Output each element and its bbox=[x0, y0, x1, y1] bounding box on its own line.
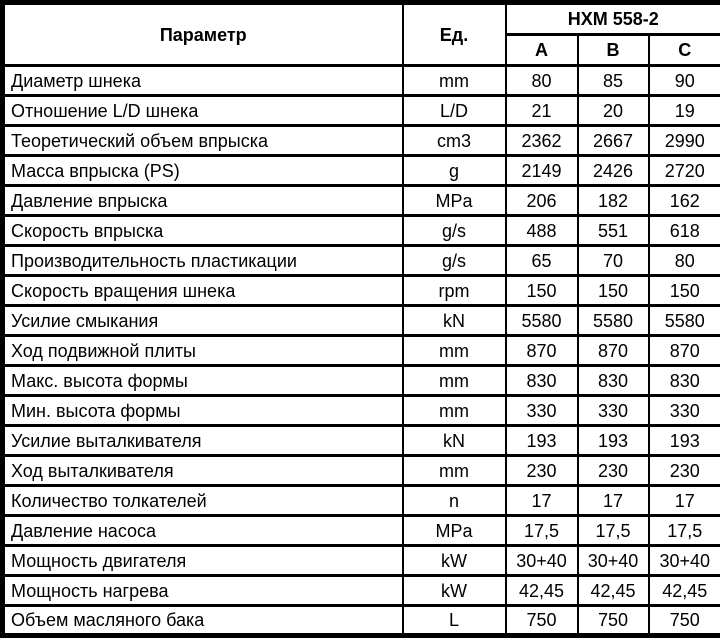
unit-cell: L/D bbox=[403, 96, 506, 126]
unit-cell: mm bbox=[403, 396, 506, 426]
param-cell: Производительность пластикации bbox=[3, 246, 403, 276]
value-a-cell: 830 bbox=[506, 366, 578, 396]
value-b-cell: 193 bbox=[578, 426, 649, 456]
param-cell: Отношение L/D шнека bbox=[3, 96, 403, 126]
param-cell: Давление впрыска bbox=[3, 186, 403, 216]
value-c-cell: 750 bbox=[649, 606, 720, 636]
value-c-cell: 618 bbox=[649, 216, 720, 246]
value-c-cell: 19 bbox=[649, 96, 720, 126]
table-row bbox=[3, 546, 720, 576]
param-cell: Масса впрыска (PS) bbox=[3, 156, 403, 186]
value-a-cell: 5580 bbox=[506, 306, 578, 336]
value-a-cell: 230 bbox=[506, 456, 578, 486]
value-c-cell: 17 bbox=[649, 486, 720, 516]
table-row bbox=[3, 246, 720, 276]
value-c-cell: 90 bbox=[649, 66, 720, 96]
value-c-cell: 42,45 bbox=[649, 576, 720, 606]
value-a-cell: 870 bbox=[506, 336, 578, 366]
unit-cell: MPa bbox=[403, 186, 506, 216]
table-row bbox=[3, 186, 720, 216]
col-header-unit: Ед. bbox=[403, 3, 506, 66]
col-header-model: HXM 558-2 bbox=[506, 3, 720, 35]
unit-cell: cm3 bbox=[403, 126, 506, 156]
value-b-cell: 551 bbox=[578, 216, 649, 246]
value-b-cell: 230 bbox=[578, 456, 649, 486]
unit-cell: MPa bbox=[403, 516, 506, 546]
value-a-cell: 42,45 bbox=[506, 576, 578, 606]
value-c-cell: 230 bbox=[649, 456, 720, 486]
value-c-cell: 2990 bbox=[649, 126, 720, 156]
unit-cell: kN bbox=[403, 426, 506, 456]
value-b-cell: 182 bbox=[578, 186, 649, 216]
table-row bbox=[3, 486, 720, 516]
value-b-cell: 42,45 bbox=[578, 576, 649, 606]
col-header-variant: B bbox=[578, 35, 649, 66]
value-a-cell: 150 bbox=[506, 276, 578, 306]
value-a-cell: 2362 bbox=[506, 126, 578, 156]
table-row bbox=[3, 576, 720, 606]
value-a-cell: 80 bbox=[506, 66, 578, 96]
col-header-variant: A bbox=[506, 35, 578, 66]
value-b-cell: 85 bbox=[578, 66, 649, 96]
col-header-param: Параметр bbox=[3, 3, 403, 66]
table-row bbox=[3, 276, 720, 306]
value-a-cell: 193 bbox=[506, 426, 578, 456]
value-c-cell: 2720 bbox=[649, 156, 720, 186]
table-row bbox=[3, 396, 720, 426]
value-b-cell: 5580 bbox=[578, 306, 649, 336]
value-c-cell: 150 bbox=[649, 276, 720, 306]
unit-cell: g/s bbox=[403, 246, 506, 276]
unit-cell: n bbox=[403, 486, 506, 516]
value-c-cell: 830 bbox=[649, 366, 720, 396]
param-cell: Объем масляного бака bbox=[3, 606, 403, 636]
value-b-cell: 70 bbox=[578, 246, 649, 276]
param-cell: Теоретический объем впрыска bbox=[3, 126, 403, 156]
table-row bbox=[3, 306, 720, 336]
table-row bbox=[3, 516, 720, 546]
col-header-variant: C bbox=[649, 35, 720, 66]
value-a-cell: 21 bbox=[506, 96, 578, 126]
value-a-cell: 2149 bbox=[506, 156, 578, 186]
unit-cell: L bbox=[403, 606, 506, 636]
param-cell: Скорость вращения шнека bbox=[3, 276, 403, 306]
param-cell: Ход подвижной плиты bbox=[3, 336, 403, 366]
value-b-cell: 30+40 bbox=[578, 546, 649, 576]
table-body bbox=[3, 66, 720, 636]
unit-cell: kW bbox=[403, 576, 506, 606]
table-row bbox=[3, 96, 720, 126]
value-c-cell: 870 bbox=[649, 336, 720, 366]
unit-cell: kW bbox=[403, 546, 506, 576]
value-c-cell: 193 bbox=[649, 426, 720, 456]
table-row bbox=[3, 336, 720, 366]
param-cell: Количество толкателей bbox=[3, 486, 403, 516]
value-c-cell: 30+40 bbox=[649, 546, 720, 576]
value-b-cell: 2667 bbox=[578, 126, 649, 156]
param-cell: Ход выталкивателя bbox=[3, 456, 403, 486]
value-a-cell: 17 bbox=[506, 486, 578, 516]
value-a-cell: 30+40 bbox=[506, 546, 578, 576]
unit-cell: kN bbox=[403, 306, 506, 336]
value-a-cell: 65 bbox=[506, 246, 578, 276]
table-row bbox=[3, 126, 720, 156]
value-a-cell: 330 bbox=[506, 396, 578, 426]
table-row bbox=[3, 456, 720, 486]
table-row bbox=[3, 426, 720, 456]
value-a-cell: 750 bbox=[506, 606, 578, 636]
header-row-top bbox=[3, 3, 720, 35]
param-cell: Мощность двигателя bbox=[3, 546, 403, 576]
value-b-cell: 17 bbox=[578, 486, 649, 516]
table-header bbox=[3, 3, 720, 66]
unit-cell: mm bbox=[403, 66, 506, 96]
unit-cell: mm bbox=[403, 456, 506, 486]
param-cell: Усилие смыкания bbox=[3, 306, 403, 336]
unit-cell: mm bbox=[403, 366, 506, 396]
value-a-cell: 17,5 bbox=[506, 516, 578, 546]
value-a-cell: 206 bbox=[506, 186, 578, 216]
param-cell: Мощность нагрева bbox=[3, 576, 403, 606]
param-cell: Диаметр шнека bbox=[3, 66, 403, 96]
value-c-cell: 5580 bbox=[649, 306, 720, 336]
value-a-cell: 488 bbox=[506, 216, 578, 246]
unit-cell: g/s bbox=[403, 216, 506, 246]
value-b-cell: 750 bbox=[578, 606, 649, 636]
value-b-cell: 150 bbox=[578, 276, 649, 306]
value-c-cell: 17,5 bbox=[649, 516, 720, 546]
value-b-cell: 330 bbox=[578, 396, 649, 426]
value-c-cell: 162 bbox=[649, 186, 720, 216]
value-b-cell: 17,5 bbox=[578, 516, 649, 546]
unit-cell: rpm bbox=[403, 276, 506, 306]
param-cell: Скорость впрыска bbox=[3, 216, 403, 246]
param-cell: Мин. высота формы bbox=[3, 396, 403, 426]
value-c-cell: 80 bbox=[649, 246, 720, 276]
param-cell: Макс. высота формы bbox=[3, 366, 403, 396]
value-b-cell: 20 bbox=[578, 96, 649, 126]
table-row bbox=[3, 216, 720, 246]
value-c-cell: 330 bbox=[649, 396, 720, 426]
value-b-cell: 830 bbox=[578, 366, 649, 396]
table-row bbox=[3, 66, 720, 96]
table-row bbox=[3, 366, 720, 396]
unit-cell: g bbox=[403, 156, 506, 186]
table-row bbox=[3, 606, 720, 636]
value-b-cell: 870 bbox=[578, 336, 649, 366]
value-b-cell: 2426 bbox=[578, 156, 649, 186]
param-cell: Давление насоса bbox=[3, 516, 403, 546]
table-row bbox=[3, 156, 720, 186]
unit-cell: mm bbox=[403, 336, 506, 366]
param-cell: Усилие выталкивателя bbox=[3, 426, 403, 456]
